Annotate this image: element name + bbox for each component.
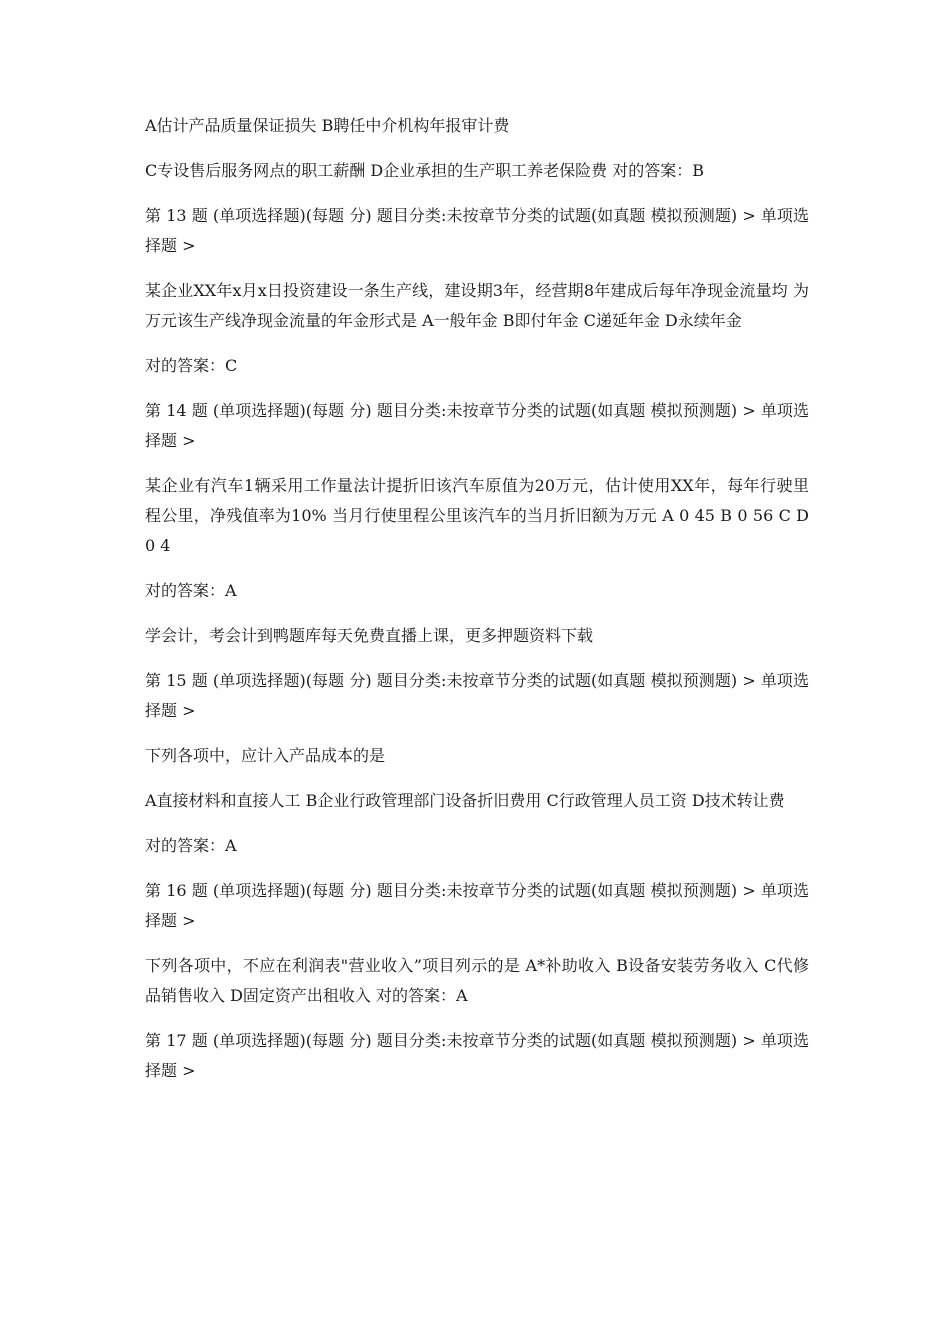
question-14-body: 某企业有汽车1辆采用工作量法计提折旧该汽车原值为20万元，估计使用XX年，每年行驶里 程公里，净残值率为10% 当月行使里程公里该汽车的当月折旧额为万元 A 0 45 B 0 56 C D 0 4 (145, 476, 809, 555)
question-15-body: 下列各项中，应计入产品成本的是 (145, 746, 386, 765)
question-16-body: 下列各项中，不应在利润表"营业收入”项目列示的是 A*补助收入 B设备安装劳务收入 C代修品销售收入 D固定资产出租收入 对的答案：A (145, 956, 809, 1005)
question-13-header: 第 13 题 (单项选择题)(每题 分) 题目分类:未按章节分类的试题(如真题 模拟预测题) > 单项选择题 > (145, 206, 809, 255)
question-16-header: 第 16 题 (单项选择题)(每题 分) 题目分类:未按章节分类的试题(如真题 模拟预测题) > 单项选择题 > (145, 881, 809, 930)
question-14-header: 第 14 题 (单项选择题)(每题 分) 题目分类:未按章节分类的试题(如真题 模拟预测题) > 单项选择题 > (145, 401, 809, 450)
question-15-options: A直接材料和直接人工 B企业行政管理部门设备折旧费用 C行政管理人员工资 D技术转让费 (145, 791, 785, 810)
question-13-answer: 对的答案：C (145, 356, 238, 375)
paragraph-options-q12-cd-answer: C专设售后服务网点的职工薪酬 D企业承担的生产职工养老保险费 对的答案：B (145, 161, 705, 180)
question-13-body: 某企业XX年x月x日投资建设一条生产线，建设期3年，经营期8年建成后每年净现金流量均 为万元该生产线净现金流量的年金形式是 A一般年金 B即付年金 C递延年金 D永续年金 (145, 281, 809, 330)
question-17-header: 第 17 题 (单项选择题)(每题 分) 题目分类:未按章节分类的试题(如真题 模拟预测题) > 单项选择题 > (145, 1031, 809, 1080)
question-15-answer: 对的答案：A (145, 836, 237, 855)
question-14-answer: 对的答案：A (145, 581, 237, 600)
document-page (145, 111, 809, 1101)
promo-line: 学会计，考会计到鸭题库每天免费直播上课，更多押题资料下载 (145, 626, 594, 645)
question-15-header: 第 15 题 (单项选择题)(每题 分) 题目分类:未按章节分类的试题(如真题 模拟预测题) > 单项选择题 > (145, 671, 809, 720)
paragraph-options-q12-ab: A估计产品质量保证损失 B聘任中介机构年报审计费 (145, 116, 510, 135)
